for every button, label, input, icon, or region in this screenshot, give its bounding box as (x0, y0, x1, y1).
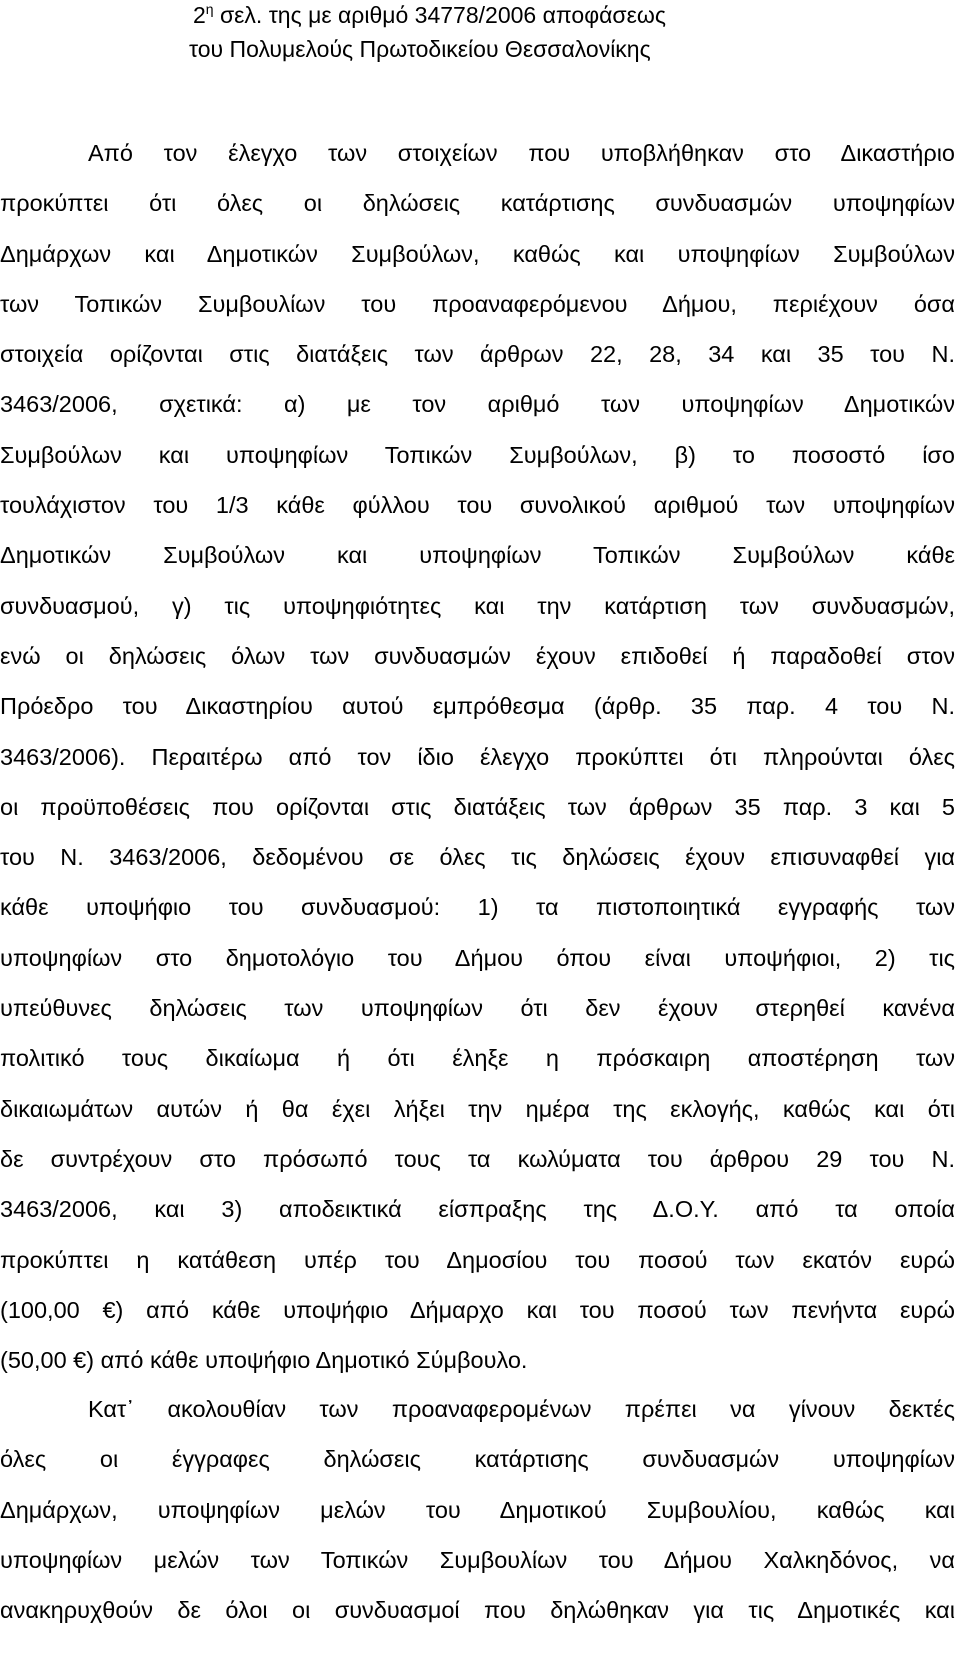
text-line: πολιτικό τους δικαίωμα ή ότι έληξε η πρόσκαιρη αποστέρηση των (0, 1045, 955, 1072)
text-line: Δημάρχων, υποψηφίων μελών του Δημοτικού Συμβουλίου, καθώς και (0, 1496, 955, 1523)
text-line: ανακηρυχθούν δε όλοι οι συνδυασμοί που δηλώθηκαν για τις Δημοτικές και (0, 1597, 955, 1624)
text-line: ενώ οι δηλώσεις όλων των συνδυασμών έχουν επιδοθεί ή παραδοθεί στον (0, 642, 955, 669)
body-paragraph-2 (0, 1384, 955, 1635)
text-line: προκύπτει η κατάθεση υπέρ του Δημοσίου του ποσού των εκατόν ευρώ (0, 1246, 955, 1273)
text-line: συνδυασμού, γ) τις υποψηφιότητες και την κατάρτιση των συνδυασμών, (0, 592, 955, 619)
text-line: Συμβούλων και υποψηφίων Τοπικών Συμβούλων, β) το ποσοστό ίσο (0, 441, 955, 468)
text-line: του Ν. 3463/2006, δεδομένου σε όλες τις δηλώσεις έχουν επισυναφθεί για (0, 844, 955, 871)
text-line: όλες οι έγγραφες δηλώσεις κατάρτισης συνδυασμών υποψηφίων (0, 1446, 955, 1473)
page-number-suffix: η (205, 1, 214, 17)
text-line: 3463/2006, και 3) αποδεικτικά είσπραξης της Δ.Ο.Υ. από τα οποία (0, 1196, 955, 1223)
page-header (0, 0, 960, 65)
text-line: (100,00 €) από κάθε υποψήφιο Δήμαρχο και του ποσού των πενήντα ευρώ (0, 1296, 955, 1323)
text-line: Δημάρχων και Δημοτικών Συμβούλων, καθώς και υποψηφίων Συμβούλων (0, 240, 955, 267)
text-line: υποψηφίων στο δημοτολόγιο του Δήμου όπου είναι υποψήφιοι, 2) τις (0, 944, 955, 971)
text-line: υποψηφίων μελών των Τοπικών Συμβουλίων του Δήμου Χαλκηδόνος, να (0, 1546, 955, 1573)
text-line: Δημοτικών Συμβούλων και υποψηφίων Τοπικών Συμβούλων κάθε (0, 542, 955, 569)
header-line-2: του Πολυμελούς Πρωτοδικείου Θεσσαλονίκης (189, 36, 651, 62)
text-line: Πρόεδρο του Δικαστηρίου αυτού εμπρόθεσμα (άρθρ. 35 παρ. 4 του Ν. (0, 693, 955, 720)
header-line-1-text: σελ. της με αριθμό 34778/2006 αποφάσεως (213, 2, 666, 28)
text-line: Κατ᾽ ακολουθίαν των προαναφερομένων πρέπει να γίνουν δεκτές (88, 1396, 955, 1422)
text-line: υπεύθυνες δηλώσεις των υποψηφίων ότι δεν έχουν στερηθεί κανένα (0, 995, 955, 1022)
text-line: κάθε υποψήφιο του συνδυασμού: 1) τα πιστοποιητικά εγγραφής των (0, 894, 955, 921)
text-line: στοιχεία ορίζονται στις διατάξεις των άρθρων 22, 28, 34 και 35 του Ν. (0, 341, 955, 368)
text-line: προκύπτει ότι όλες οι δηλώσεις κατάρτισης συνδυασμών υποψηφίων (0, 190, 955, 217)
text-line: Από τον έλεγχο των στοιχείων που υποβλήθηκαν στο Δικαστήριο (88, 140, 955, 166)
text-line: δε συντρέχουν στο πρόσωπό τους τα κωλύματα του άρθρου 29 του Ν. (0, 1145, 955, 1172)
header-line-1 (0, 0, 960, 34)
text-line: δικαιωμάτων αυτών ή θα έχει λήξει την ημέρα της εκλογής, καθώς και ότι (0, 1095, 955, 1122)
page-number: 2 (193, 2, 206, 28)
text-line: των Τοπικών Συμβουλίων του προαναφερόμενου Δήμου, περιέχουν όσα (0, 290, 955, 317)
text-line: 3463/2006, σχετικά: α) με τον αριθμό των υποψηφίων Δημοτικών (0, 391, 955, 418)
text-line: (50,00 €) από κάθε υποψήφιο Δημοτικό Σύμβουλο. (0, 1347, 528, 1374)
body-paragraph-1 (0, 128, 955, 1385)
text-line: 3463/2006). Περαιτέρω από τον ίδιο έλεγχο προκύπτει ότι πληρούνται όλες (0, 743, 955, 770)
text-line: οι προϋποθέσεις που ορίζονται στις διατάξεις των άρθρων 35 παρ. 3 και 5 (0, 793, 955, 820)
text-line: τουλάχιστον του 1/3 κάθε φύλλου του συνολικού αριθμού των υποψηφίων (0, 492, 955, 519)
